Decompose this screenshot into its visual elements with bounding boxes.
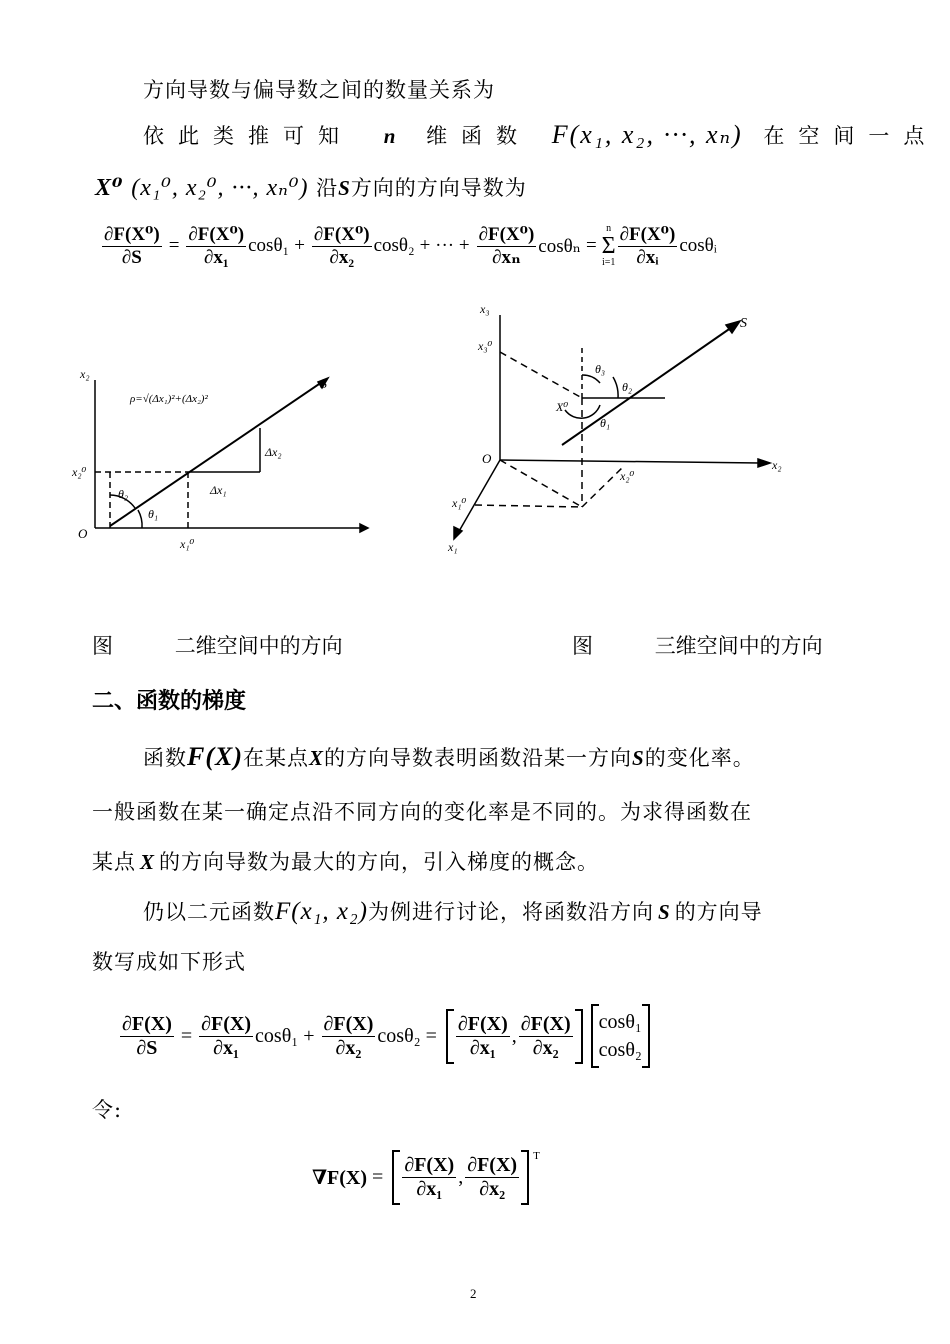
equation-directional-derivative-2d: $\frac{\partial F(X)}{\partial S}$ = $\frac{\partial F(X)}{\text{∂x₁}}$ cosθ₁ + $\frac{\partial F(X)}{\text{∂x₂}}$ cosθ₂ = $\frac{\partial F(X)}{\text{∂x₁}}$ , $\frac{\partial F(X)}{\text{∂x₂}}$ cosθ₁ cosθ₂ bbox=[118, 1004, 654, 1068]
caption-fig-3d bbox=[572, 630, 823, 660]
gp3-a: 某点 bbox=[92, 850, 136, 874]
eq2-lhs-num: ∂F(X) bbox=[122, 1012, 172, 1035]
direction-S-arrow bbox=[726, 321, 740, 333]
fig3d-x1-0: x₁⁰ bbox=[452, 496, 467, 510]
eq2-row-t2-den: ∂x₂ bbox=[532, 1036, 559, 1059]
gp4-c: 的方向导 bbox=[674, 900, 763, 924]
section-heading: 二、函数的梯度 bbox=[92, 689, 247, 714]
fig2d-x2-0: x₂⁰ bbox=[72, 465, 87, 479]
eq1-dots: + ··· + bbox=[419, 235, 470, 257]
eq1-t1-num: ∂F(X⁰) bbox=[188, 224, 245, 245]
gp4-func: F(x₁, x₂) bbox=[275, 898, 368, 925]
eq2-row-t1-num: ∂F(X) bbox=[457, 1012, 508, 1035]
eq1-ti-den: ∂xᵢ bbox=[636, 246, 659, 268]
gradient-paragraph-5: 数写成如下形式 bbox=[92, 950, 246, 974]
figure-2d-direction bbox=[70, 360, 380, 560]
gp1-a: 函数 bbox=[143, 746, 187, 770]
eq3-lhs: ∇F(X) bbox=[312, 1167, 368, 1189]
fig2d-S: S bbox=[320, 377, 327, 392]
theta3-arc bbox=[582, 375, 600, 383]
let-label: 令: bbox=[92, 1098, 123, 1122]
fig3d-axis-x1: x₁ bbox=[448, 540, 458, 554]
generalize-text-a: 依此类推可知 bbox=[143, 124, 353, 148]
fig2d-theta1: θ₁ bbox=[148, 507, 159, 521]
point-label: X⁰ bbox=[95, 175, 124, 201]
eq1-t2-den: ∂x₂ bbox=[329, 246, 355, 268]
gp1-X: X bbox=[309, 746, 325, 770]
generalize-text-c: 在空间一点 bbox=[763, 124, 939, 148]
fig2d-axis-x2: x₂ bbox=[80, 367, 90, 381]
along-text-a: 沿 bbox=[316, 176, 339, 200]
fig3d-x3-0: x₃⁰ bbox=[478, 339, 493, 353]
gp3-b: 的方向导数为最大的方向，引入梯度的概念。 bbox=[159, 850, 600, 874]
eq3-t1-num: ∂F(X) bbox=[404, 1154, 455, 1176]
fig3d-S: S bbox=[740, 316, 747, 331]
gradient-paragraph-4 bbox=[143, 896, 763, 926]
eq1-t2-num: ∂F(X⁰) bbox=[313, 224, 370, 245]
theta1-arc bbox=[138, 510, 142, 528]
caption-fig-label-2: 图 bbox=[572, 634, 593, 658]
gp1-S: S bbox=[632, 746, 645, 770]
direction-S-line bbox=[562, 325, 735, 445]
fig3d-origin: O bbox=[482, 451, 492, 466]
eq1-lhs-num: ∂F(X⁰) bbox=[104, 224, 160, 245]
fig3d-theta1: θ₁ bbox=[600, 416, 611, 430]
eq3-transpose: T bbox=[533, 1150, 540, 1162]
fig3d-X0: X⁰ bbox=[556, 400, 569, 414]
generalize-text-b: 维函数 bbox=[426, 124, 532, 148]
gp4-S: S bbox=[658, 900, 671, 924]
eq3-vector: $\frac{\partial F(X)}{\text{∂x₁}}$ , $\frac{\partial F(X)}{\text{∂x₂}}$ bbox=[392, 1150, 529, 1205]
eq2-col-vector bbox=[591, 1004, 650, 1068]
eq2-t2-den: ∂x₂ bbox=[335, 1036, 362, 1059]
eq1-t1-cos: cosθ₁ bbox=[248, 235, 290, 257]
gp1-d: 的变化率。 bbox=[644, 746, 755, 770]
gradient-paragraph-3 bbox=[92, 846, 599, 876]
fig2d-theta2: θ₂ bbox=[118, 487, 129, 501]
fig2d-x1-0: x₁⁰ bbox=[180, 537, 195, 551]
intro-paragraph: 方向导数与偏导数之间的数量关系为 bbox=[143, 78, 495, 102]
n-symbol: n bbox=[383, 124, 396, 148]
theta2-arc bbox=[613, 377, 618, 398]
gp3-X: X bbox=[140, 850, 156, 874]
fig2d-origin: O bbox=[78, 526, 88, 541]
fig2d-dx1: Δx₁ bbox=[210, 483, 227, 497]
along-S: S bbox=[338, 176, 351, 200]
axis-x1-arrow bbox=[360, 524, 368, 532]
eq2-lhs-den: ∂S bbox=[136, 1036, 158, 1059]
caption-fig-text-1: 二维空间中的方向 bbox=[174, 634, 343, 658]
x1-0-dash bbox=[475, 505, 582, 507]
axis-x2-line bbox=[500, 460, 760, 463]
equation-gradient-definition: ∇F(X) = $\frac{\partial F(X)}{\text{∂x₁}}$ , $\frac{\partial F(X)}{\text{∂x₂}}$ $^T$ bbox=[312, 1150, 540, 1205]
gp1-c: 的方向导数表明函数沿某一方向 bbox=[324, 746, 633, 770]
page-number: 2 bbox=[470, 1286, 477, 1301]
axis-x2-arrow bbox=[758, 459, 770, 467]
fig3d-axis-x3: x₃ bbox=[480, 302, 490, 316]
fig2d-rho: ρ=√(Δx₁)²+(Δx₂)² bbox=[130, 393, 208, 405]
eq1-sum-bot: i=1 bbox=[601, 257, 616, 269]
gradient-paragraph-2: 一般函数在某一确定点沿不同方向的变化率是不同的。为求得函数在 bbox=[92, 800, 752, 824]
fig2d-dx2: Δx₂ bbox=[265, 445, 282, 459]
eq3-t1-den: ∂x₁ bbox=[416, 1178, 443, 1200]
point-coords: (x₁⁰, x₂⁰, ···, xₙ⁰) bbox=[131, 175, 309, 201]
fig3d-axis-x2: x₂ bbox=[772, 458, 782, 472]
eq2-vec-cos2: cosθ₂ bbox=[598, 1039, 642, 1061]
eq1-ti-cos: cosθᵢ bbox=[679, 235, 717, 257]
eq1-tn-cos: cosθₙ bbox=[538, 235, 581, 257]
eq2-t1-num: ∂F(X) bbox=[201, 1012, 252, 1035]
eq1-tn-den: ∂xₙ bbox=[492, 246, 521, 268]
figure-3d-direction bbox=[440, 295, 800, 560]
eq3-t2-den: ∂x₂ bbox=[479, 1178, 506, 1200]
x2-0-dash bbox=[582, 467, 623, 507]
along-text-b: 方向的方向导数为 bbox=[350, 176, 527, 200]
gp1-b: 在某点 bbox=[243, 746, 309, 770]
caption-fig-2d bbox=[92, 630, 343, 660]
eq2-t1-cos: cosθ₁ bbox=[255, 1024, 299, 1047]
fig3d-theta3: θ₃ bbox=[595, 362, 606, 376]
eq2-t2-cos: cosθ₂ bbox=[377, 1024, 421, 1047]
eq2-row-vector: $\frac{\partial F(X)}{\text{∂x₁}}$ , $\frac{\partial F(X)}{\text{∂x₂}}$ bbox=[446, 1009, 583, 1064]
eq2-row-t1-den: ∂x₁ bbox=[469, 1036, 496, 1059]
generalize-line bbox=[143, 120, 938, 150]
eq1-t2-cos: cosθ₂ bbox=[373, 235, 415, 257]
eq1-sum-top: n bbox=[606, 223, 612, 235]
eq1-ti-num: ∂F(X⁰) bbox=[619, 224, 676, 245]
point-line bbox=[95, 172, 527, 202]
projection-dash bbox=[500, 460, 582, 507]
eq3-t2-num: ∂F(X) bbox=[467, 1154, 518, 1176]
equation-directional-derivative-n: $\frac{\text{∂F(X⁰)}}{\partial S}$ = $\frac{\text{∂F(X⁰)}}{\text{∂x₁}}$ cosθ₁ + $\frac{\text{∂F(X⁰)}}{\text{∂x₂}}$ cosθ₂ + ··· + $\frac{\text{∂F(X⁰)}}{\text{∂xₙ}}$ cosθₙ = n Σ i=1 $\frac{\text{∂F(X⁰)}}{\text{∂xᵢ}}$ cosθᵢ bbox=[104, 223, 717, 269]
eq1-sum: Σ bbox=[601, 233, 616, 260]
eq1-tn-num: ∂F(X⁰) bbox=[478, 224, 535, 245]
eq2-t1-den: ∂x₁ bbox=[213, 1036, 240, 1059]
eq1-t1-den: ∂x₁ bbox=[203, 246, 229, 268]
function-n-vars: F(x₁, x₂, ···, xₙ) bbox=[551, 120, 743, 149]
gp4-b: 为例进行讨论，将函数沿方向 bbox=[368, 900, 654, 924]
caption-fig-text-2: 三维空间中的方向 bbox=[654, 634, 823, 658]
gp1-func: F(X) bbox=[187, 742, 243, 771]
caption-fig-label-1: 图 bbox=[92, 634, 113, 658]
fig3d-theta2: θ₂ bbox=[622, 380, 633, 394]
eq2-vec-cos1: cosθ₁ bbox=[598, 1011, 642, 1033]
gp4-a: 仍以二元函数 bbox=[143, 900, 275, 924]
eq2-t2-num: ∂F(X) bbox=[323, 1012, 374, 1035]
eq2-row-t2-num: ∂F(X) bbox=[520, 1012, 571, 1035]
x3-0-dash bbox=[500, 352, 582, 398]
gradient-paragraph-1 bbox=[143, 742, 755, 772]
fig3d-x2-0: x₂⁰ bbox=[620, 469, 635, 483]
eq1-lhs-den: ∂S bbox=[121, 246, 142, 268]
